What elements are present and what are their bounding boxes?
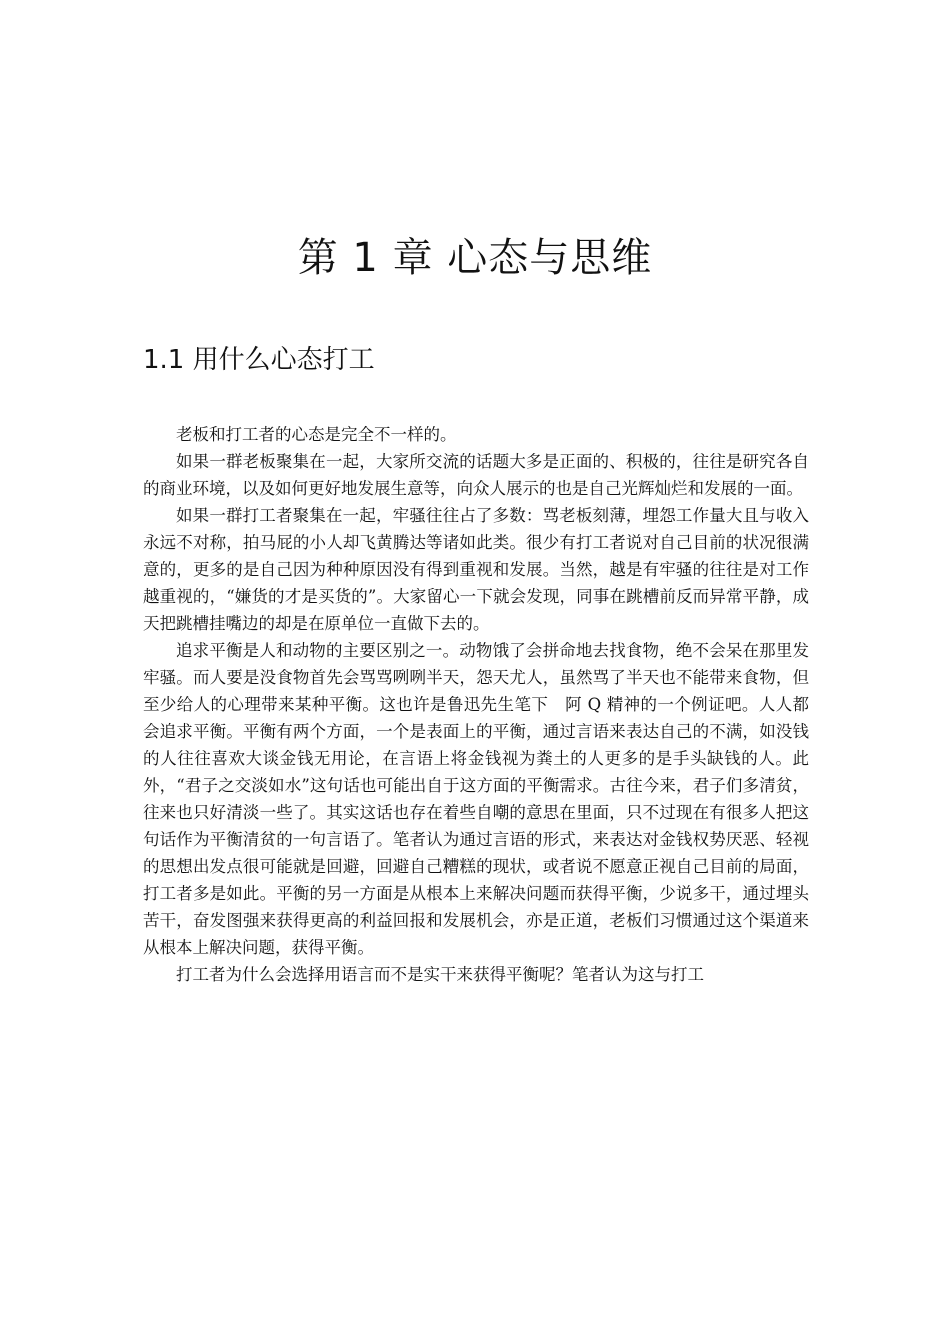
paragraph: 老板和打工者的心态是完全不一样的。 xyxy=(176,425,457,444)
paragraph: 如果一群老板聚集在一起，大家所交流的话题大多是正面的、积极的，往往是研究各自的商业环境，以及如何更好地发展生意等，向众人展示的也是自己光辉灿烂和发展的一面。 xyxy=(143,452,809,498)
chapter-title: 第 1 章 心态与思维 xyxy=(297,235,653,281)
paragraph: 如果一群打工者聚集在一起，牢骚往往占了多数：骂老板刻薄，埋怨工作量大且与收入永远不对称，拍马屁的小人却飞黄腾达等诸如此类。很少有打工者说对自己目前的状况很满意的，更多的是自己因为种种原因没有得到重视和发展。当然，越是有牢骚的往往是对工作越重视的，“嫌货的才是买货的”。大家留心一下就会发现，同事在跳槽前反而异常平静，成天把跳槽挂嘴边的却是在原单位一直做下去的。 xyxy=(143,506,809,633)
paragraph: 追求平衡是人和动物的主要区别之一。动物饿了会拼命地去找食物，绝不会呆在那里发牢骚。而人要是没食物首先会骂骂咧咧半天，怨天尤人，虽然骂了半天也不能带来食物，但至少给人的心理带来某种平衡。这也许是鲁迅先生笔下 阿 Q 精神的一个例证吧。人人都会追求平衡。平衡有两个方面，一个是表面上的平衡，通过言语来表达自己的不满，如没钱的人往往喜欢大谈金钱无用论，在言语上将金钱视为粪土的人更多的是手头缺钱的人。此外，“君子之交淡如水”这句话也可能出自于这方面的平衡需求。古往今来，君子们多清贫，往来也只好清淡一些了。其实这话也存在着些自嘲的意思在里面，只不过现在有很多人把这句话作为平衡清贫的一句言语了。笔者认为通过言语的形式，来表达对金钱权势厌恶、轻视的思想出发点很可能就是回避，回避自己糟糕的现状，或者说不愿意正视自己目前的局面，打工者多是如此。平衡的另一方面是从根本上来解决问题而获得平衡，少说多干，通过埋头苦干，奋发图强来获得更高的利益回报和发展机会，亦是正道，老板们习惯通过这个渠道来从根本上解决问题，获得平衡。 xyxy=(143,641,809,957)
body-text xyxy=(143,421,809,988)
section-title: 1.1 用什么心态打工 xyxy=(143,345,375,375)
paragraph: 打工者为什么会选择用语言而不是实干来获得平衡呢？笔者认为这与打工 xyxy=(176,965,704,984)
